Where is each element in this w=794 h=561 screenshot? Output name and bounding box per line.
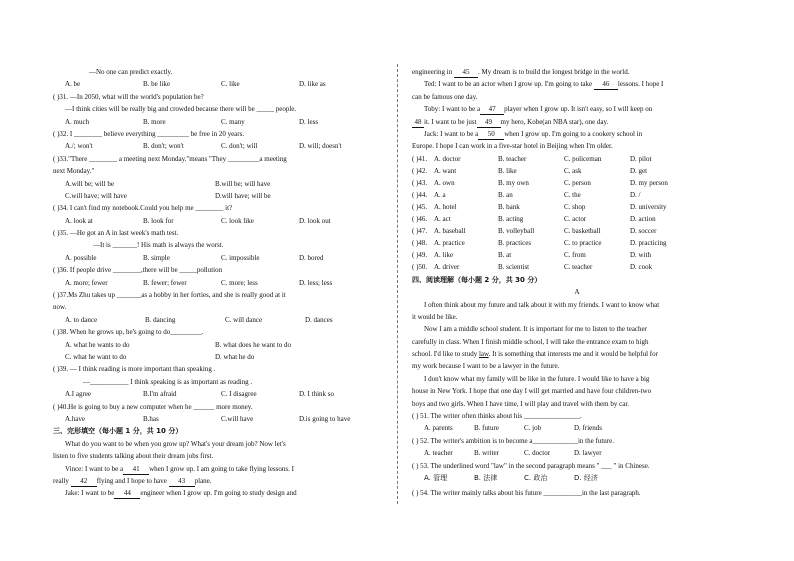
right-column bbox=[412, 66, 742, 500]
q37-stem-cont: now. bbox=[53, 303, 67, 312]
cloze-intro: What do you want to be when you grow up? What's your dream job? Now let's bbox=[65, 439, 286, 448]
option: A.will be; will be bbox=[65, 179, 114, 188]
option: D. friends bbox=[574, 424, 602, 433]
q40-options bbox=[53, 413, 353, 425]
cloze-row: ( )45. A. hotel B. bank C. shop D. university bbox=[412, 202, 667, 211]
option: D.is going to have bbox=[299, 414, 351, 423]
q37-options bbox=[53, 314, 353, 326]
option: C. don't; will bbox=[221, 142, 258, 151]
option: A. more; fewer bbox=[65, 278, 108, 287]
passage-a-label: A bbox=[574, 288, 580, 297]
q32-options bbox=[53, 140, 353, 152]
option: D. I think so bbox=[299, 390, 334, 399]
q51-stem: ( ) 51. The writer often thinks about his ________________. bbox=[412, 412, 582, 421]
q30-dialog: —No one can predict exactly. bbox=[89, 68, 173, 76]
q53-options bbox=[412, 472, 742, 484]
cloze-ted: Ted: I want to be an actor when I grow up. I'm going to take 46 lessons. I hope I bbox=[424, 80, 664, 89]
option: B. fewer; fewer bbox=[143, 278, 187, 287]
q38-stem: ( )38. When he grows up, he's going to do_________. bbox=[53, 328, 204, 337]
cloze-vince-cont: really 42 flying and I hope to have 43 plane. bbox=[53, 476, 212, 485]
section-3-title: 三、完形填空（每小题 1 分，共 10 分） bbox=[53, 427, 183, 436]
option: B. writer bbox=[474, 449, 499, 458]
q33-options-2 bbox=[53, 190, 353, 202]
option: A.have bbox=[65, 414, 86, 423]
option: A. to dance bbox=[65, 315, 98, 324]
cloze-row: ( )49. A. like B. at C. from D. with bbox=[412, 250, 651, 259]
q35-stem: ( )35. —He got an A in last week's math test. bbox=[53, 229, 179, 238]
q32-stem: ( )32. I ________ believe everything _________ be free in 20 years. bbox=[53, 129, 245, 138]
option: C. many bbox=[221, 117, 245, 126]
passage-p3-b: house in New York. I hope that one day I will get married and have four children-two bbox=[412, 387, 652, 396]
q31-dialog: —I think cities will be really big and crowded because there will be _____ people. bbox=[65, 105, 297, 114]
option: C. job bbox=[524, 424, 542, 433]
q52-options bbox=[412, 447, 742, 459]
option: D.will have; will be bbox=[215, 191, 271, 200]
option: B. 法律 bbox=[474, 473, 498, 482]
option: B.has bbox=[143, 414, 159, 423]
blank-46: 46 bbox=[594, 80, 618, 90]
passage-p3: I don't know what my family will be like in the future. I would like to have a big bbox=[424, 374, 650, 383]
passage-p1-cont: it would be like. bbox=[412, 312, 458, 321]
cloze-ted-cont: can be famous one day. bbox=[412, 92, 478, 101]
option: A. be bbox=[65, 80, 81, 89]
option: C. I disagree bbox=[221, 390, 257, 399]
cloze-vince: Vince: I want to be a 41 when I grow up. I am going to take flying lessons. I bbox=[65, 464, 294, 473]
q31-options bbox=[53, 116, 353, 128]
option: D. will; doesn't bbox=[299, 142, 342, 151]
option: B.I'm afraid bbox=[143, 390, 177, 399]
q38-options-2 bbox=[53, 351, 353, 363]
q39-stem: ( )39. — I think reading is more important than speaking . bbox=[53, 365, 216, 374]
q35-dialog: —It is _______! His math is always the worst. bbox=[93, 241, 224, 250]
option: A. much bbox=[65, 117, 90, 126]
cloze-jake: Jake: I want to be 44 engineer when I grow up. I'm going to study design and bbox=[65, 489, 297, 498]
q38-options-1 bbox=[53, 339, 353, 351]
cloze-row: ( )41. A. doctor B. teacher C. policeman D. pilot bbox=[412, 154, 652, 163]
option: C. look like bbox=[221, 216, 254, 225]
cloze-intro-cont: listen to five students talking about their dream jobs first. bbox=[53, 452, 214, 461]
q39-dialog: —___________ I think speaking is as important as reading . bbox=[83, 377, 253, 386]
option: B. future bbox=[474, 424, 499, 433]
left-column bbox=[53, 66, 353, 500]
cloze-jack-cont: Europe. I hope I can work in a five-star hotel in Beijing when I'm older. bbox=[412, 142, 613, 151]
passage-p3-c: boys and two girls. When I have time, I will play and travel with them by car. bbox=[412, 399, 630, 408]
option: D. 经济 bbox=[574, 473, 598, 482]
blank-45: 45 bbox=[454, 68, 478, 78]
q51-options bbox=[412, 422, 742, 434]
blank-47: 47 bbox=[480, 105, 504, 115]
option: A. what he wants to do bbox=[65, 340, 130, 349]
cloze-row: ( )42. A. want B. like C. ask D. get bbox=[412, 166, 648, 175]
q34-options bbox=[53, 215, 353, 227]
cloze-toby: Toby: I want to be a 47 player when I grow up. It isn't easy, so I will keep on bbox=[424, 105, 653, 114]
option: B. more bbox=[143, 117, 166, 126]
option: B. be like bbox=[143, 80, 171, 89]
cloze-jake-cont: engineering in 45 . My dream is to build the longest bridge in the world. bbox=[412, 68, 630, 76]
option: A. 管理 bbox=[424, 473, 448, 482]
option: A./; won't bbox=[65, 142, 93, 151]
passage-p2-b: carefully in class. When I finish middle school, I will take the entrance exam to high bbox=[412, 337, 649, 346]
cloze-row: ( )47. A. baseball B. volleyball C. basketball D. soccer bbox=[412, 226, 657, 235]
option: B. dancing bbox=[145, 315, 176, 324]
passage-p2: Now I am a middle school student. It is important for me to listen to the teacher bbox=[424, 325, 647, 334]
q34-stem: ( )34. I can't find my notebook.Could you help me ________ it? bbox=[53, 204, 233, 213]
option: A.I agree bbox=[65, 390, 92, 399]
q35-options bbox=[53, 252, 353, 264]
q37-stem: ( )37.Ms Zhu takes up _______as a hobby in her forties, and she is really good at it bbox=[53, 291, 286, 300]
option: D. lawyer bbox=[574, 449, 602, 458]
option: D. look out bbox=[299, 216, 331, 225]
blank-41: 41 bbox=[123, 465, 149, 475]
q33-stem-cont: next Monday." bbox=[53, 167, 95, 176]
option: C. impossible bbox=[221, 253, 260, 262]
q31-stem: ( )31. —In 2050, what will the world's population be? bbox=[53, 92, 204, 101]
option: D. less bbox=[299, 117, 319, 126]
option: C. what he want to do bbox=[65, 352, 127, 361]
option: A. parents bbox=[424, 424, 453, 433]
q33-stem: ( )33."There ________ a meeting next Monday."means "They _________a meeting bbox=[53, 154, 287, 163]
blank-50: 50 bbox=[478, 130, 504, 140]
blank-49: 49 bbox=[477, 118, 501, 128]
option: C. doctor bbox=[524, 449, 551, 458]
q36-options bbox=[53, 277, 353, 289]
option: B. look for bbox=[143, 216, 174, 225]
q54-stem: ( ) 54. The writer mainly talks about his future ___________in the last paragraph. bbox=[412, 489, 641, 498]
cloze-row: ( )43. A. own B. my own C. person D. my person bbox=[412, 178, 668, 187]
option: B.will be; will have bbox=[215, 179, 271, 188]
option: A. possible bbox=[65, 253, 97, 262]
option: D. what he do bbox=[215, 352, 255, 361]
option: A. look at bbox=[65, 216, 93, 225]
section-4-title: 四、阅读理解（每小题 2 分，共 30 分） bbox=[412, 275, 542, 284]
cloze-toby-cont: 48 it. I want to be just 49 my hero, Kobe(an NBA star), one day. bbox=[412, 116, 742, 128]
option: D. bored bbox=[299, 253, 324, 262]
option: B. simple bbox=[143, 253, 170, 262]
option: C. will dance bbox=[225, 315, 263, 324]
option: B. don't; won't bbox=[143, 142, 184, 151]
option: A. teacher bbox=[424, 449, 453, 458]
blank-48: 48 bbox=[412, 118, 424, 128]
option: C.will have bbox=[221, 414, 254, 423]
cloze-row: ( )46. A. act B. acting C. actor D. action bbox=[412, 214, 656, 223]
option: C. 政治 bbox=[524, 473, 548, 482]
cloze-jack: Jack: I want to be a 50 when I grow up. I'm going to a cookery school in bbox=[424, 129, 643, 138]
passage-p2-c: school. I'd like to study law. It is something that interests me and it would be helpful for bbox=[412, 350, 658, 359]
q52-stem: ( ) 52. The writer's ambition is to become a_____________in the future. bbox=[412, 436, 614, 445]
option: D. less; less bbox=[299, 278, 333, 287]
blank-42: 42 bbox=[71, 477, 97, 487]
option: C. like bbox=[221, 80, 240, 89]
cloze-row: ( )48. A. practice B. practices C. to practice D. practicing bbox=[412, 238, 667, 247]
blank-43: 43 bbox=[169, 477, 195, 487]
option: C. more; less bbox=[221, 278, 258, 287]
passage-p2-d: my work because I want to be a lawyer in the future. bbox=[412, 362, 560, 371]
cloze-row: ( )50. A. driver B. scientist C. teacher D. cook bbox=[412, 262, 653, 271]
passage-p1: I often think about my future and talk about it with my friends. I want to know what bbox=[424, 300, 660, 309]
q36-stem: ( )36. If people drive ________,there will be _____pollution bbox=[53, 266, 223, 275]
q39-options bbox=[53, 388, 353, 400]
option: D. dances bbox=[305, 315, 333, 324]
option: D. like as bbox=[299, 80, 326, 89]
underlined-law: law bbox=[478, 350, 489, 359]
q53-stem: ( ) 53. The underlined word "law" in the second paragraph means " ___ " in Chinese. bbox=[412, 461, 650, 470]
blank-44: 44 bbox=[114, 489, 140, 499]
q30-options bbox=[53, 78, 353, 90]
column-divider bbox=[397, 64, 398, 504]
cloze-row: ( )44. A. a B. an C. the D. / bbox=[412, 190, 641, 199]
q33-options-1 bbox=[53, 178, 353, 190]
option: B. what does he want to do bbox=[215, 340, 292, 349]
cloze-options bbox=[412, 153, 742, 273]
q40-stem: ( )40.He is going to buy a new computer when he ______ more money. bbox=[53, 402, 253, 411]
option: C.will have; will have bbox=[65, 191, 127, 200]
